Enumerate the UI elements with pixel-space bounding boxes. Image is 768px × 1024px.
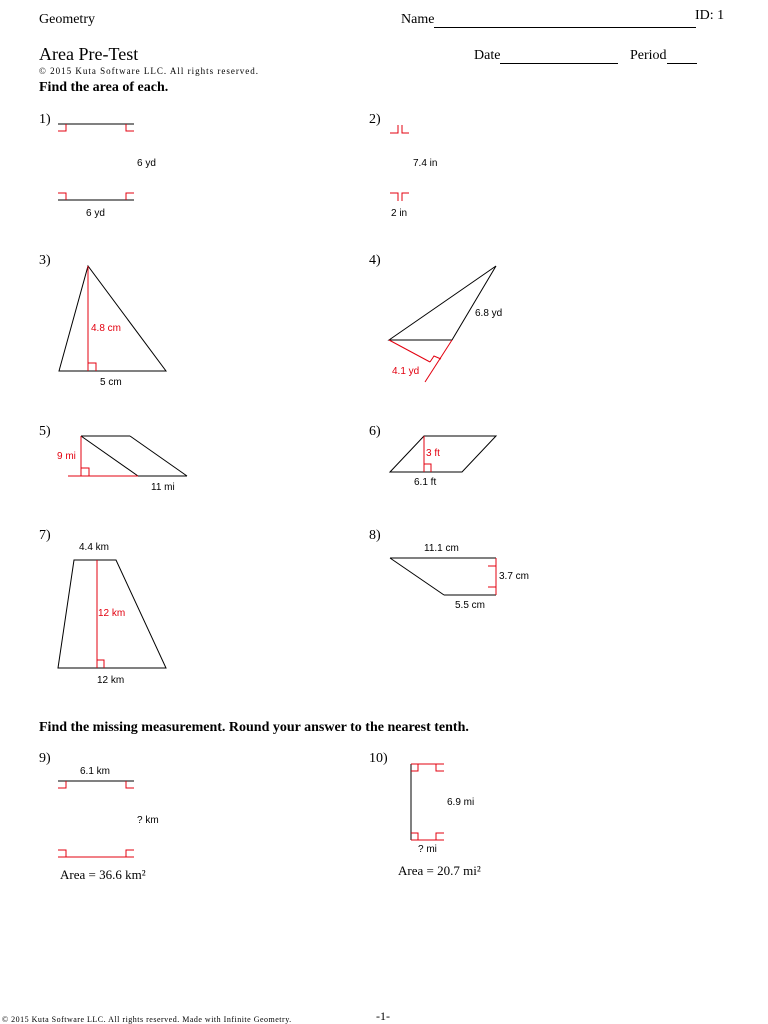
problem-5-number: 5) <box>39 424 51 439</box>
problem-9-area: Area = 36.6 km² <box>60 867 146 882</box>
problem-7-top-base-label: 4.4 km <box>79 542 110 553</box>
problem-1-base-label: 6 yd <box>86 208 105 219</box>
problem-8-height-label: 3.7 cm <box>499 571 530 582</box>
problem-4-number: 4) <box>369 253 381 268</box>
problem-9-unknown-label: ? km <box>137 815 159 826</box>
problem-6-height-label: 3 ft <box>426 448 440 459</box>
problem-6-base-label: 6.1 ft <box>414 477 437 488</box>
id-label: ID: 1 <box>695 8 725 23</box>
page-number: -1- <box>376 1009 390 1023</box>
name-label: Name <box>401 12 435 27</box>
problem-6-number: 6) <box>369 424 381 439</box>
problem-8-top-base-label: 11.1 cm <box>424 543 459 554</box>
problem-2-number: 2) <box>369 112 381 127</box>
problem-3-number: 3) <box>39 253 51 268</box>
problem-8-bottom-base-label: 5.5 cm <box>455 600 486 611</box>
page-title: Area Pre-Test <box>39 44 139 64</box>
problem-3-base-label: 5 cm <box>100 377 122 388</box>
problem-3-height-label: 4.8 cm <box>91 323 122 334</box>
problem-10-unknown-label: ? mi <box>418 844 437 855</box>
date-label: Date <box>474 48 501 63</box>
problem-2-width-label: 2 in <box>391 208 408 219</box>
instructions-part2: Find the missing measurement. Round your answer to the nearest tenth. <box>39 720 469 735</box>
problem-10-area: Area = 20.7 mi² <box>398 863 481 878</box>
problem-10-length-label: 6.9 mi <box>447 797 475 808</box>
problem-1-number: 1) <box>39 112 51 127</box>
problem-4-side-label: 6.8 yd <box>475 308 503 319</box>
problem-8-number: 8) <box>369 528 381 543</box>
problem-1-side-label: 6 yd <box>137 158 156 169</box>
subject-label: Geometry <box>39 12 95 27</box>
problem-10-number: 10) <box>369 751 388 766</box>
problem-9-number: 9) <box>39 751 51 766</box>
problem-7-bottom-base-label: 12 km <box>97 675 125 686</box>
header-copyright: © 2015 Kuta Software LLC. All rights reserved. <box>39 66 260 76</box>
problem-2-length-label: 7.4 in <box>413 158 438 169</box>
problem-7-number: 7) <box>39 528 51 543</box>
problem-7-height-label: 12 km <box>98 608 126 619</box>
footer-copyright: © 2015 Kuta Software LLC. All rights reserved. Made with Infinite Geometry. <box>2 1015 292 1024</box>
problem-5-height-label: 9 mi <box>57 451 76 462</box>
problem-9-side-label: 6.1 km <box>80 766 111 777</box>
problem-5-base-label: 11 mi <box>151 482 175 493</box>
period-label: Period <box>630 48 667 63</box>
problem-4-height-label: 4.1 yd <box>392 366 420 377</box>
instructions-part1: Find the area of each. <box>39 80 169 95</box>
